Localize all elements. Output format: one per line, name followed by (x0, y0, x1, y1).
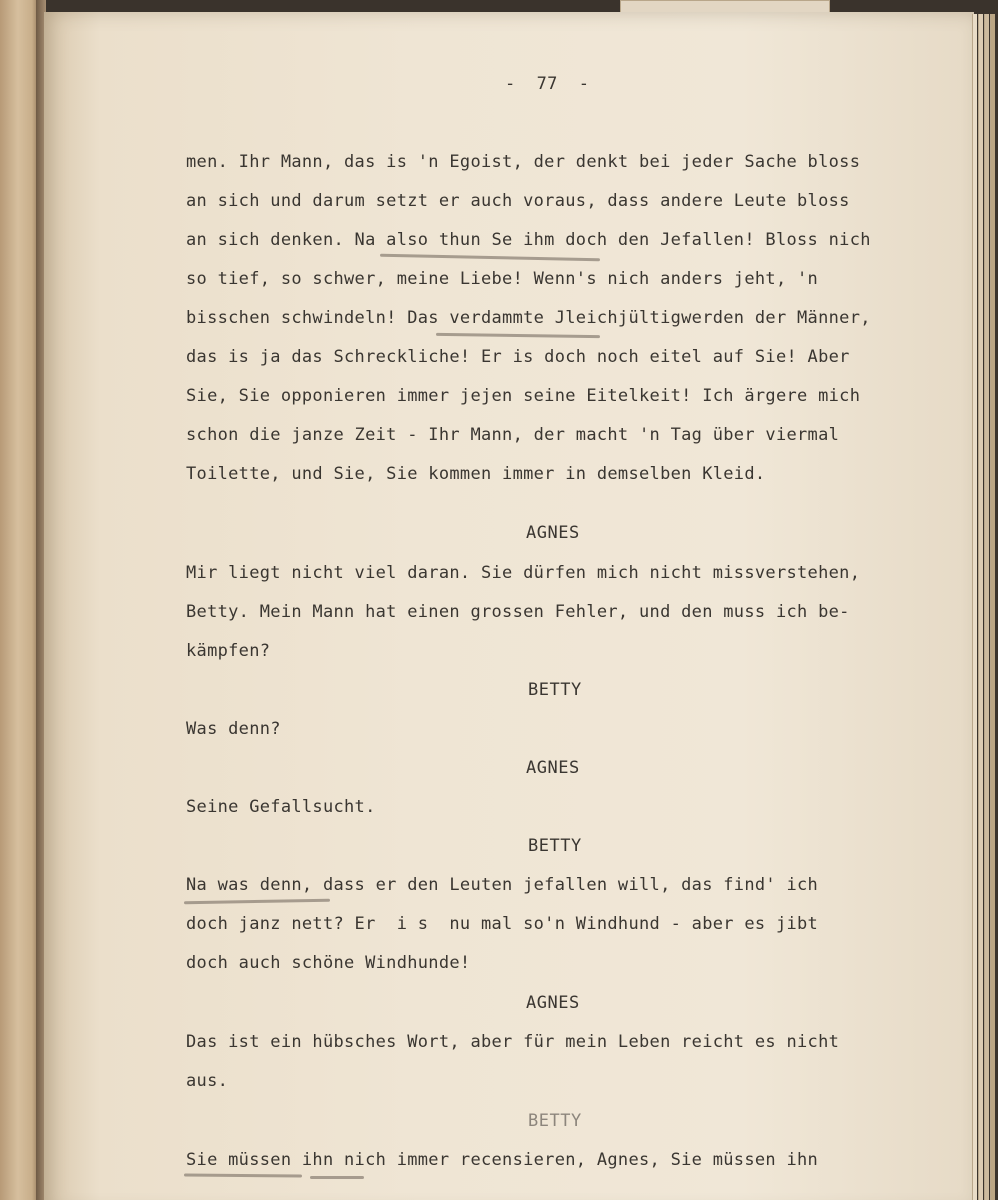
text-line: bisschen schwindeln! Das verdammte Jleichjültigwerden der Männer, (186, 308, 871, 328)
text-line: doch auch schöne Windhunde! (186, 953, 471, 973)
text-line: Toilette, und Sie, Sie kommen immer in demselben Kleid. (186, 464, 766, 484)
text-line: kämpfen? (186, 641, 271, 661)
speaker-agnes: AGNES (526, 758, 580, 778)
text-line: Mir liegt nicht viel daran. Sie dürfen mich nicht missverstehen, (186, 563, 861, 583)
speaker-agnes: AGNES (526, 523, 580, 543)
text-line: schon die janze Zeit - Ihr Mann, der macht 'n Tag über viermal (186, 425, 840, 445)
text-line: Sie, Sie opponieren immer jejen seine Eitelkeit! Ich ärgere mich (186, 386, 861, 406)
text-line: Betty. Mein Mann hat einen grossen Fehler, und den muss ich be- (186, 602, 850, 622)
speaker-betty: BETTY (528, 1111, 582, 1131)
text-line: doch janz nett? Er i s nu mal so'n Windhund - aber es jibt (186, 914, 819, 934)
text-line: an sich denken. Na also thun Se ihm doch den Jefallen! Bloss nich (186, 230, 871, 250)
text-line: so tief, so schwer, meine Liebe! Wenn's nich anders jeht, 'n (186, 269, 819, 289)
speaker-betty: BETTY (528, 836, 582, 856)
text-line: Das ist ein hübsches Wort, aber für mein Leben reicht es nicht (186, 1032, 840, 1052)
text-line: Was denn? (186, 719, 281, 739)
page-number: - 77 - (505, 74, 590, 94)
text-line: aus. (186, 1071, 229, 1091)
text-line: Seine Gefallsucht. (186, 797, 376, 817)
text-line: Na was denn, dass er den Leuten jefallen will, das find' ich (186, 875, 819, 895)
pencil-underline (310, 1176, 364, 1179)
speaker-betty: BETTY (528, 680, 582, 700)
text-line: Sie müssen ihn nich immer recensieren, Agnes, Sie müssen ihn (186, 1150, 819, 1170)
text-line: an sich und darum setzt er auch voraus, dass andere Leute bloss (186, 191, 850, 211)
text-line: men. Ihr Mann, das is 'n Egoist, der denkt bei jeder Sache bloss (186, 152, 861, 172)
text-line: das is ja das Schreckliche! Er is doch noch eitel auf Sie! Aber (186, 347, 850, 367)
speaker-agnes: AGNES (526, 993, 580, 1013)
